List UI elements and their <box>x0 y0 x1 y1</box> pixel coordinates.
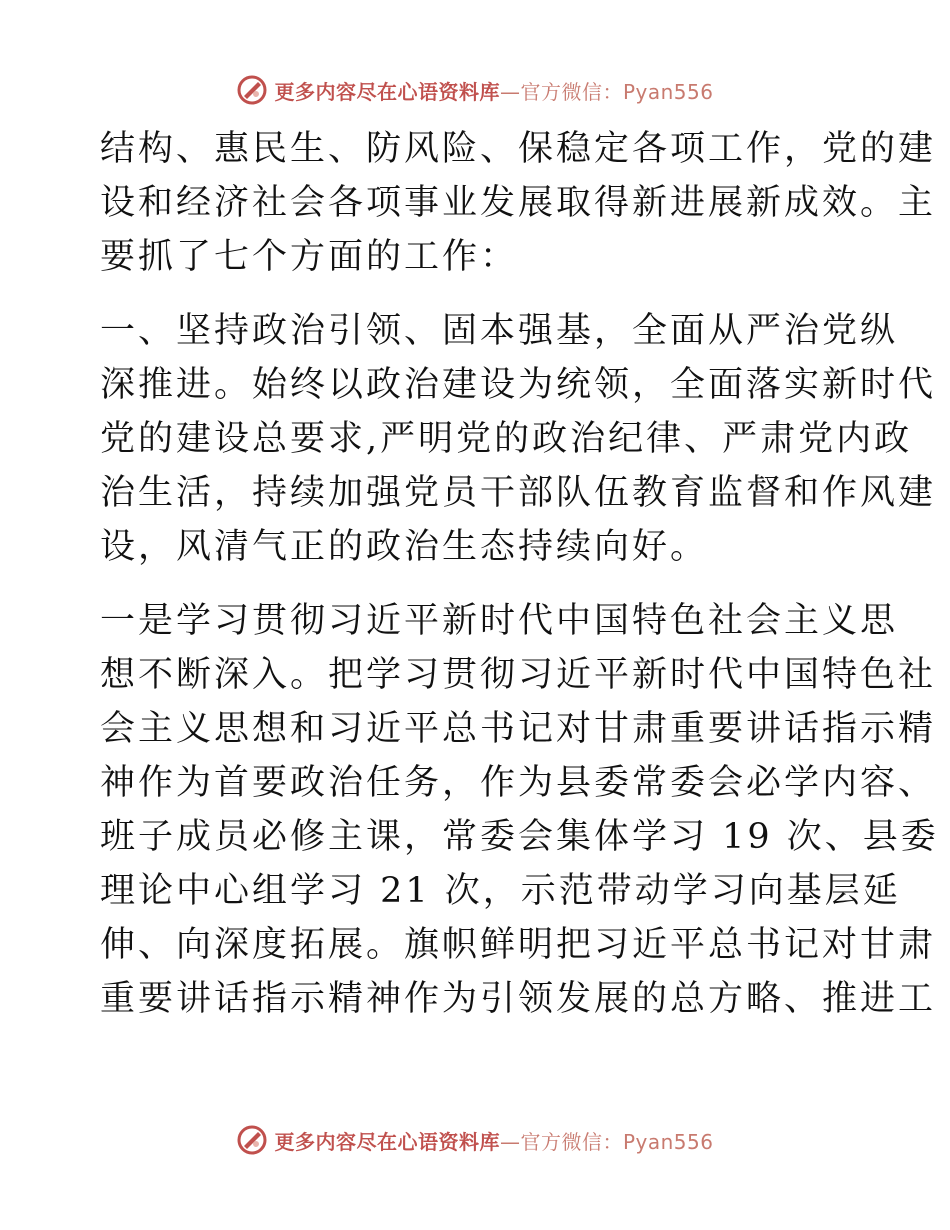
footer-banner <box>0 1122 950 1158</box>
text-line: 会主义思想和习近平总书记对甘肃重要讲话指示精 <box>100 709 937 749</box>
text-line: 班子成员必修主课，常委会集体学习 19 次、县委 <box>100 817 939 857</box>
text-line: 设，风清气正的政治生态持续向好。 <box>100 527 709 567</box>
banner-separator: — <box>499 1129 521 1154</box>
banner-contact-text: 官方微信：Pyan556 <box>520 79 714 104</box>
banner-text <box>274 76 713 105</box>
header-banner <box>0 72 950 108</box>
paragraph-point-one <box>100 594 939 1026</box>
text-line: 治生活，持续加强党员干部队伍教育监督和作风建 <box>100 473 937 513</box>
text-line: 设和经济社会各项事业发展取得新进展新成效。主 <box>100 183 937 223</box>
text-line: 理论中心组学习 21 次，示范带动学习向基层延 <box>100 871 901 911</box>
banner-separator: — <box>499 79 521 104</box>
text-line: 伸、向深度拓展。旗帜鲜明把习近平总书记对甘肃 <box>100 925 937 965</box>
banner-text <box>274 1126 713 1155</box>
paragraph-intro <box>100 122 937 284</box>
text-line: 一是学习贯彻习近平新时代中国特色社会主义思 <box>100 601 899 641</box>
logo-icon <box>236 1124 268 1156</box>
text-line: 一、坚持政治引领、固本强基，全面从严治党纵 <box>100 311 899 351</box>
logo-icon <box>236 74 268 106</box>
text-line: 结构、惠民生、防风险、保稳定各项工作，党的建 <box>100 129 937 169</box>
text-line: 深推进。始终以政治建设为统领，全面落实新时代 <box>100 365 937 405</box>
banner-contact-text: 官方微信：Pyan556 <box>520 1129 714 1154</box>
paragraph-section-one <box>100 304 937 574</box>
text-line: 要抓了七个方面的工作： <box>100 237 519 277</box>
banner-site-text: 更多内容尽在心语资料库 <box>274 1129 500 1154</box>
text-line: 重要讲话指示精神作为引领发展的总方略、推进工 <box>100 979 937 1019</box>
text-line: 神作为首要政治任务，作为县委常委会必学内容、 <box>100 763 937 803</box>
document-body <box>100 122 939 1026</box>
text-line: 想不断深入。把学习贯彻习近平新时代中国特色社 <box>100 655 937 695</box>
text-line: 党的建设总要求,严明党的政治纪律、严肃党内政 <box>100 419 913 459</box>
banner-site-text: 更多内容尽在心语资料库 <box>274 79 500 104</box>
